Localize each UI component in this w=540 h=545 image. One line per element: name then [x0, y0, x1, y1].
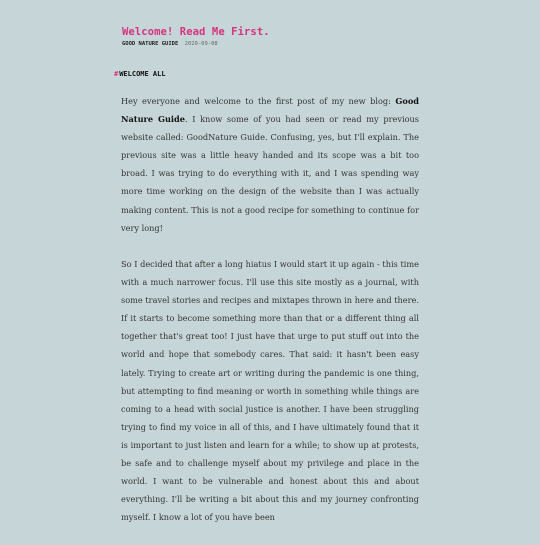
section-heading-text: WELCOME ALL [119, 70, 166, 78]
post-date: 2020-09-08 [184, 41, 218, 47]
paragraph-intro [121, 92, 419, 237]
heading-anchor-hash[interactable]: # [114, 70, 119, 78]
post-title: Welcome! Read Me First. [122, 26, 270, 38]
post-meta [122, 41, 218, 47]
site-name[interactable]: GOOD NATURE GUIDE [122, 41, 179, 47]
paragraph-second: So I decided that after a long hiatus I would start it up again - this time with a much narrower focus. I'll use this site mostly as a journal, with some travel stories and recipes and mixtapes thrown in here and there. If it starts to become something more than that or a different thing all together that's great too! I just have that urge to put stuff out into the world and hope that somebody cares. That said: it hasn't been easy lately. Trying to create art or writing during the pandemic is one thing, but attempting to find meaning or worth in something while things are coming to a head with social justice is another. I have been struggling trying to find my voice in all of this, and I have ultimately found that it is important to just listen and learn for a while; to show up at protests, be safe and to challenge myself about my privilege and place in the world. I want to be vulnerable and honest about this and about everything. I'll be writing a bit about this and my journey confronting myself. I know a lot of you have been [121, 258, 419, 523]
paragraph-intro-rest: . I know some of you had seen or read my previous website called: GoodNature Guide. Confusing, yes, but I'll explain. The previous site was a little heavy handed and its scope was a bit too broad. I was trying to do everything with it, and I was spending way more time working on the design of the website than I was actually making content. This is not a good recipe for something to continue for very long! [121, 114, 419, 233]
blog-name-bold: Good Nature Guide [121, 96, 419, 125]
section-heading [114, 70, 166, 78]
post-body [121, 92, 419, 545]
paragraph-intro-start: Hey everyone and welcome to the first post of my new blog: [121, 96, 396, 106]
